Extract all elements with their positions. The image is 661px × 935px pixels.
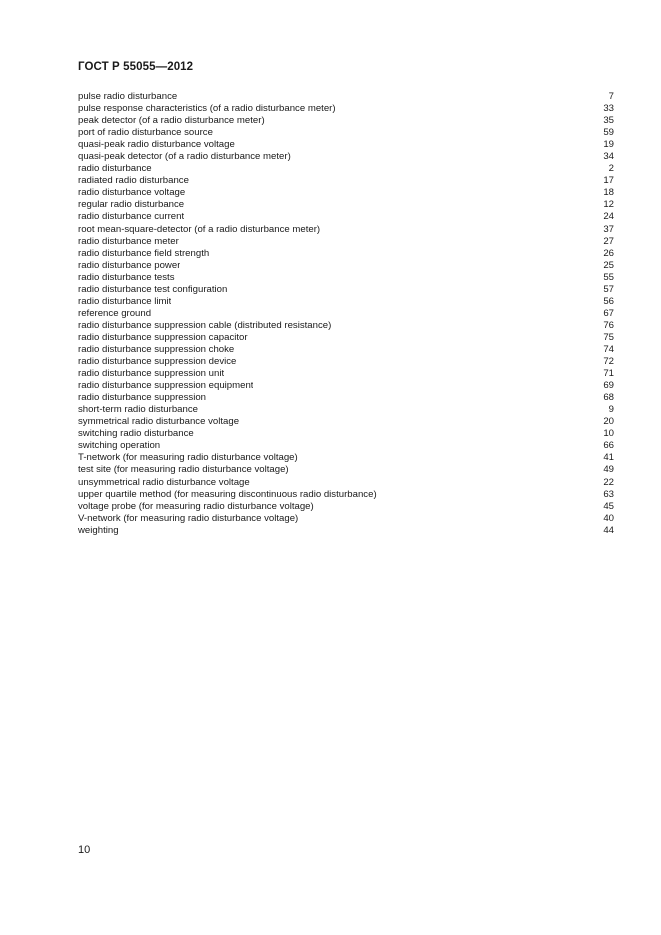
index-page-ref: 63 — [603, 488, 614, 500]
index-term: unsymmetrical radio disturbance voltage — [78, 476, 250, 488]
index-entry — [78, 272, 614, 284]
index-page-ref: 68 — [603, 392, 614, 404]
index-entry — [78, 392, 614, 404]
index-entry — [78, 440, 614, 452]
index-page-ref: 40 — [603, 512, 614, 524]
index-term: test site (for measuring radio disturbance voltage) — [78, 464, 289, 476]
index-page-ref: 25 — [603, 259, 614, 271]
index-page-ref: 49 — [603, 464, 614, 476]
page-number: 10 — [78, 844, 91, 856]
index-page-ref: 26 — [603, 247, 614, 259]
index-term: radio disturbance — [78, 163, 152, 175]
index-page-ref: 7 — [608, 91, 614, 102]
document-header: ГОСТ Р 55055—2012 — [78, 61, 194, 73]
index-page-ref: 10 — [603, 428, 614, 440]
index-entry — [78, 320, 614, 332]
index-page-ref: 17 — [603, 175, 614, 187]
index-term: radio disturbance suppression cable (distributed resistance) — [78, 319, 332, 331]
index-entry — [78, 187, 614, 199]
index-term: symmetrical radio disturbance voltage — [78, 416, 240, 428]
index-term: radio disturbance field strength — [78, 247, 210, 259]
index-term: switching radio disturbance — [78, 428, 194, 440]
index-entry — [78, 248, 614, 260]
index-page-ref: 2 — [608, 163, 614, 175]
index-term: radio disturbance current — [78, 211, 185, 223]
index-page-ref: 74 — [603, 343, 614, 355]
index-term: switching operation — [78, 440, 161, 452]
index-entry — [78, 139, 614, 151]
index-term: quasi-peak detector (of a radio disturbance meter) — [78, 151, 291, 163]
index-page-ref: 67 — [603, 307, 614, 319]
index-page-ref: 41 — [603, 452, 614, 464]
index-entry — [78, 428, 614, 440]
index-term: V-network (for measuring radio disturbance voltage) — [78, 512, 299, 524]
index-term: radio disturbance meter — [78, 235, 179, 247]
index-entry — [78, 260, 614, 272]
index-page-ref: 76 — [603, 319, 614, 331]
index-entry — [78, 91, 614, 103]
index-term: radio disturbance suppression capacitor — [78, 331, 248, 343]
index-page-ref: 34 — [603, 151, 614, 163]
index-term: pulse radio disturbance — [78, 91, 178, 102]
index-entry — [78, 199, 614, 211]
index-term: regular radio disturbance — [78, 199, 185, 211]
index-term: peak detector (of a radio disturbance meter) — [78, 115, 265, 127]
index-page-ref: 35 — [603, 115, 614, 127]
index-entry — [78, 344, 614, 356]
index-page-ref: 19 — [603, 139, 614, 151]
index-page-ref: 45 — [603, 500, 614, 512]
index-term: voltage probe (for measuring radio disturbance voltage) — [78, 500, 314, 512]
index-term: radio disturbance limit — [78, 295, 172, 307]
index-page-ref: 72 — [603, 356, 614, 368]
index-page-ref: 57 — [603, 283, 614, 295]
index-page-ref: 18 — [603, 187, 614, 199]
index-page-ref: 27 — [603, 235, 614, 247]
index-page-ref: 33 — [603, 103, 614, 115]
index-term: radio disturbance suppression device — [78, 356, 237, 368]
index-entry — [78, 356, 614, 368]
index-entry — [78, 416, 614, 428]
index-entry — [78, 489, 614, 501]
index-entry — [78, 308, 614, 320]
index-page-ref: 56 — [603, 295, 614, 307]
index-entry — [78, 175, 614, 187]
index-term: short-term radio disturbance — [78, 404, 198, 416]
index-term: quasi-peak radio disturbance voltage — [78, 139, 235, 151]
index-page-ref: 22 — [603, 476, 614, 488]
index-term: radio disturbance suppression equipment — [78, 380, 254, 392]
index-term: radio disturbance power — [78, 259, 181, 271]
index-page-ref: 71 — [603, 368, 614, 380]
index-entry — [78, 163, 614, 175]
index-page-ref: 37 — [603, 223, 614, 235]
index-entry — [78, 103, 614, 115]
term-index — [78, 91, 614, 537]
index-page-ref: 59 — [603, 127, 614, 139]
index-entry — [78, 151, 614, 163]
index-entry — [78, 224, 614, 236]
index-page-ref: 69 — [603, 380, 614, 392]
index-term: radio disturbance voltage — [78, 187, 186, 199]
index-entry — [78, 525, 614, 537]
index-entry — [78, 127, 614, 139]
index-term: radio disturbance suppression unit — [78, 368, 225, 380]
index-term: radio disturbance suppression — [78, 392, 206, 404]
index-entry — [78, 452, 614, 464]
index-entry — [78, 464, 614, 476]
index-term: weighting — [78, 524, 119, 536]
index-term: pulse response characteristics (of a radio disturbance meter) — [78, 103, 336, 115]
index-entry — [78, 501, 614, 513]
index-entry — [78, 477, 614, 489]
index-page-ref: 75 — [603, 331, 614, 343]
index-entry — [78, 115, 614, 127]
index-entry — [78, 236, 614, 248]
index-page-ref: 12 — [603, 199, 614, 211]
index-entry — [78, 404, 614, 416]
index-page-ref: 55 — [603, 271, 614, 283]
index-page-ref: 9 — [608, 404, 614, 416]
index-term: T-network (for measuring radio disturbance voltage) — [78, 452, 298, 464]
index-term: radio disturbance test configuration — [78, 283, 228, 295]
index-term: port of radio disturbance source — [78, 127, 213, 139]
index-entry — [78, 368, 614, 380]
index-entry — [78, 296, 614, 308]
index-entry — [78, 211, 614, 223]
index-page-ref: 20 — [603, 416, 614, 428]
index-term: root mean-square-detector (of a radio disturbance meter) — [78, 223, 321, 235]
index-entry — [78, 284, 614, 296]
index-page-ref: 44 — [603, 524, 614, 536]
index-entry — [78, 380, 614, 392]
index-term: radio disturbance tests — [78, 271, 175, 283]
index-page-ref: 24 — [603, 211, 614, 223]
index-term: reference ground — [78, 307, 152, 319]
index-page-ref: 66 — [603, 440, 614, 452]
index-entry — [78, 332, 614, 344]
index-entry — [78, 513, 614, 525]
index-term: upper quartile method (for measuring discontinuous radio disturbance) — [78, 488, 377, 500]
index-term: radio disturbance suppression choke — [78, 343, 235, 355]
index-term: radiated radio disturbance — [78, 175, 189, 187]
